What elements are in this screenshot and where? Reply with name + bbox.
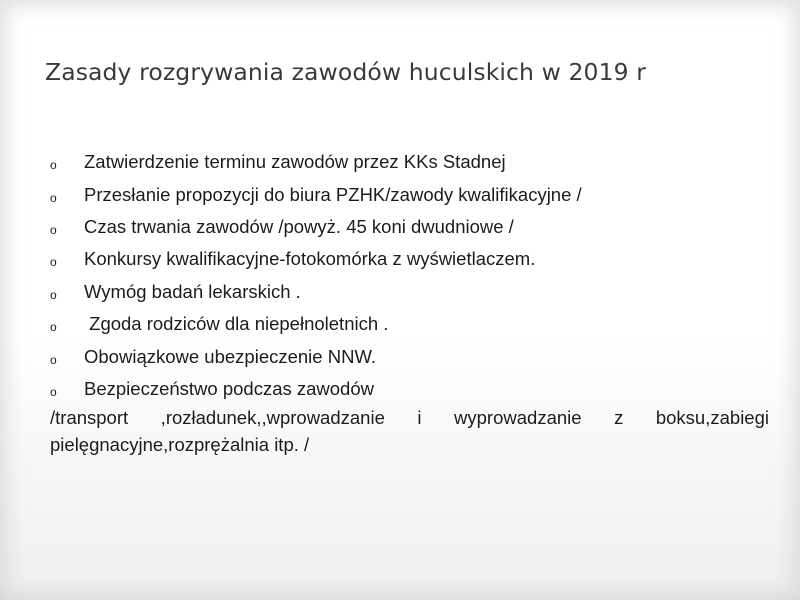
bullet-text: Przesłanie propozycji do biura PZHK/zawody kwalifikacyjne / [84, 183, 582, 205]
bullet-item [50, 340, 770, 372]
bullet-icon: o [50, 222, 57, 237]
bullet-item [50, 211, 770, 243]
bullet-text: Wymóg badań lekarskich . [84, 280, 301, 302]
continuation-note: /transport ,rozładunek,,wprowadzanie i wyprowadzanie z boksu,zabiegi pielęgnacyjne,rozprężalnia itp. / [50, 407, 769, 455]
bullet-item [50, 373, 770, 405]
slide-title: Zasady rozgrywania zawodów huculskich w 2019 r [45, 58, 647, 86]
bullet-item [50, 276, 770, 308]
bullet-icon: o [50, 255, 57, 270]
bullet-text: Czas trwania zawodów /powyż. 45 koni dwudniowe / [84, 215, 514, 237]
bullet-text: Obowiązkowe ubezpieczenie NNW. [84, 345, 377, 367]
bullet-item [50, 243, 770, 275]
bullet-icon: o [50, 320, 57, 335]
bullet-icon: o [50, 384, 57, 399]
bullet-icon: o [50, 352, 57, 367]
bullet-item [50, 146, 770, 178]
bullet-list [50, 146, 770, 405]
bullet-text: Konkursy kwalifikacyjne-fotokomórka z wyświetlaczem. [84, 248, 536, 270]
bullet-text: Zgoda rodziców dla niepełnoletnich . [84, 313, 389, 335]
bullet-item [50, 178, 770, 210]
bullet-icon: o [50, 190, 57, 205]
bullet-item [50, 308, 770, 340]
bullet-text: Zatwierdzenie terminu zawodów przez KKs Stadnej [84, 151, 506, 173]
bullet-icon: o [50, 158, 57, 173]
bullet-text: Bezpieczeństwo podczas zawodów [84, 377, 374, 399]
bullet-icon: o [50, 287, 57, 302]
